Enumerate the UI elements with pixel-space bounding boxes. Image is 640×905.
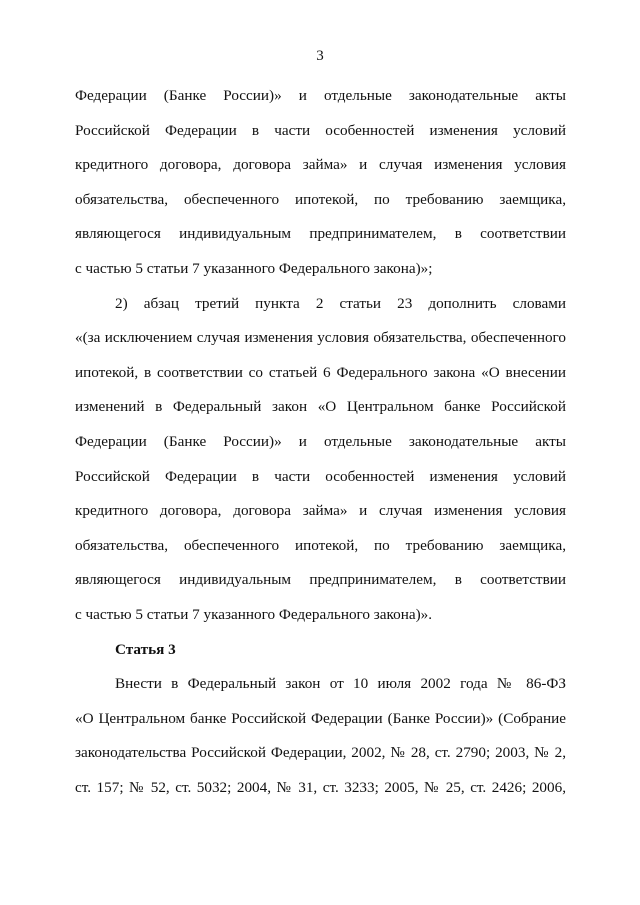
text-line: Внести в Федеральный закон от 10 июля 2002 года № 86-ФЗ (115, 675, 566, 693)
text-line: изменений в Федеральный закон «О Центральном банке Российской (75, 398, 566, 416)
text-line: с частью 5 статьи 7 указанного Федерального закона)»; (75, 259, 433, 277)
page-number: 3 (316, 48, 324, 64)
text-line: Федерации (Банке России)» и отдельные законодательные акты (75, 432, 566, 450)
text-line: «(за исключением случая изменения условия обязательства, обеспеченного (75, 329, 566, 347)
text-line: являющегося индивидуальным предпринимателем, в соответствии (75, 225, 566, 243)
text-line: обязательства, обеспеченного ипотекой, по требованию заемщика, (75, 190, 566, 208)
text-line: кредитного договора, договора займа» и случая изменения условия (75, 502, 566, 520)
text-line: с частью 5 статьи 7 указанного Федерального закона)». (75, 605, 433, 623)
text-line: кредитного договора, договора займа» и случая изменения условия (75, 156, 566, 174)
text-line: ипотекой, в соответствии со статьей 6 Федерального закона «О внесении (75, 363, 566, 381)
text-line: являющегося индивидуальным предпринимателем, в соответствии (75, 571, 566, 589)
text-line: «О Центральном банке Российской Федерации (Банке России)» (Собрание (75, 709, 566, 727)
text-line: ст. 157; № 52, ст. 5032; 2004, № 31, ст. 3233; 2005, № 25, ст. 2426; 2006, (75, 778, 566, 796)
document-body (75, 84, 566, 810)
text-line: Федерации (Банке России)» и отдельные законодательные акты (75, 87, 566, 104)
text-line: Российской Федерации в части особенностей изменения условий (75, 467, 566, 485)
text-line: Российской Федерации в части особенностей изменения условий (75, 121, 566, 139)
text-line: 2) абзац третий пункта 2 статьи 23 дополнить словами (115, 294, 566, 312)
text-line: законодательства Российской Федерации, 2002, № 28, ст. 2790; 2003, № 2, (75, 744, 566, 762)
text-line: обязательства, обеспеченного ипотекой, по требованию заемщика, (75, 536, 566, 554)
article-heading: Статья 3 (115, 640, 176, 658)
